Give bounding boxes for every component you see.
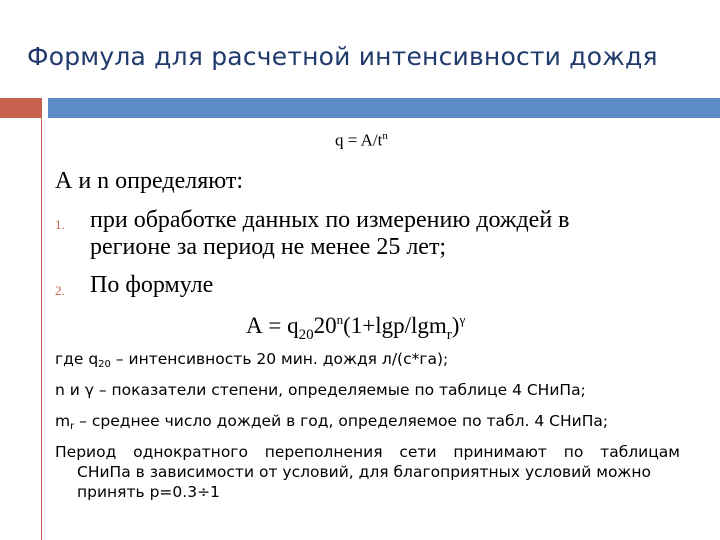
definition-n-gamma: n и γ – показатели степени, определяемые по таблице 4 СНиПа; [55,381,586,399]
left-vertical-rule [41,118,42,540]
list-number-2: 2. [55,283,65,298]
formula-q: $q = A/t^n$ [335,130,388,150]
definition-mr: $m_r$ – среднее число дождей в год, определяемое по табл. 4 СНиПа; [55,412,609,432]
intro-text: А и n определяют: [55,168,244,194]
title-accent-red [0,98,42,118]
slide-title: Формула для расчетной интенсивности дождя [27,42,658,71]
definition-q20: где $q_{20}$ – интенсивность 20 мин. дождя л/(с*га); [55,350,449,370]
list-item-1: при обработке данных по измерению дождей в регионе за период не менее 25 лет; [90,207,570,260]
title-accent-blue [48,98,720,118]
list-number-1: 1. [55,217,65,232]
formula-a: $А = q_{20}20^n(1+\lg p/\lg m_r)^\gamma$ [246,312,466,343]
return-period-paragraph: Период однократного переполнения сети принимают по таблицам СНиПа в зависимости от условий, для благоприятных условий можно принять p=0.3÷1 [55,443,680,501]
list-item-2: По формуле [90,272,214,298]
